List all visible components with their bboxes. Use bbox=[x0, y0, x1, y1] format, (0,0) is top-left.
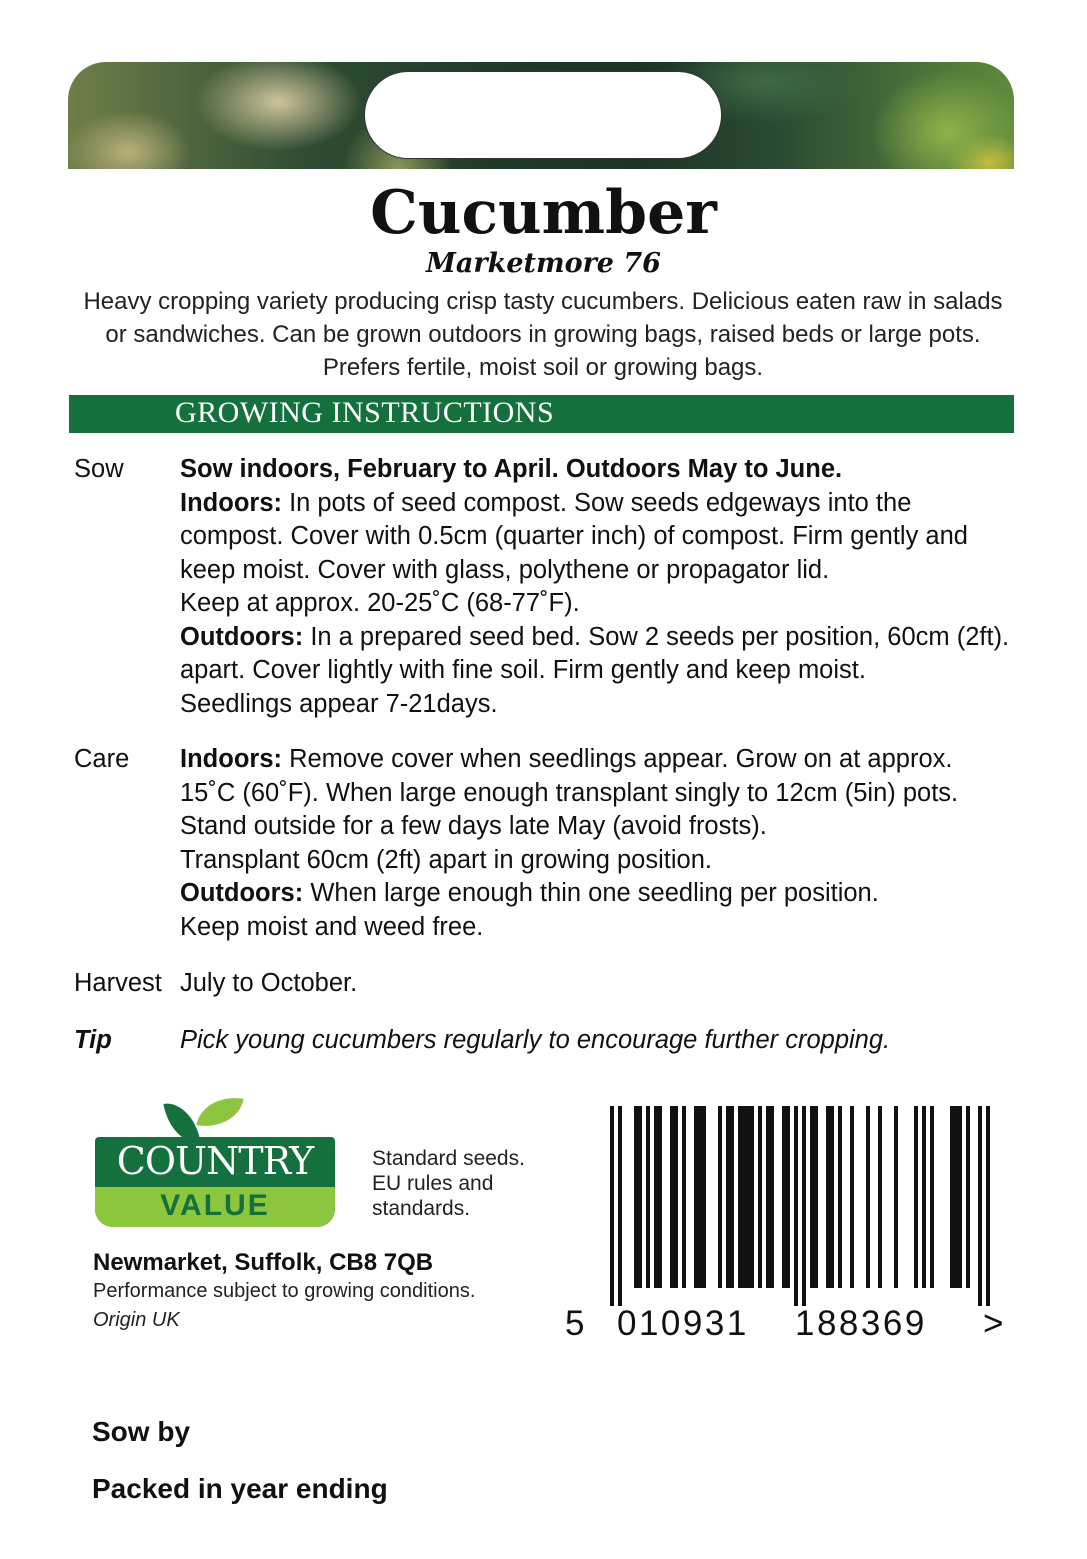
care-outdoors-text: When large enough thin one seedling per position. bbox=[303, 879, 879, 907]
barcode-bar bbox=[634, 1106, 638, 1288]
barcode-bar bbox=[682, 1106, 686, 1288]
logo-country-text: COUNTRY bbox=[116, 1139, 314, 1183]
care-indoors-line: Transplant 60cm (2ft) apart in growing position. bbox=[180, 845, 712, 874]
care-outdoors-line: Keep moist and weed free. bbox=[180, 912, 484, 941]
barcode-bar bbox=[894, 1106, 898, 1288]
standard-line: Standard seeds. bbox=[372, 1147, 525, 1170]
description-line: Heavy cropping variety producing crisp tasty cucumbers. Delicious eaten raw in salads bbox=[83, 288, 1003, 315]
barcode-bar bbox=[646, 1106, 650, 1288]
sow-indoors-line: keep moist. Cover with glass, polythene or propagator lid. bbox=[180, 555, 830, 584]
product-title: Cucumber bbox=[370, 178, 717, 248]
harvest-text: July to October. bbox=[180, 969, 358, 997]
care-indoors-line: Stand outside for a few days late May (avoid frosts). bbox=[180, 812, 767, 840]
logo-value-band bbox=[95, 1187, 335, 1227]
performance-note: Performance subject to growing conditions. bbox=[93, 1280, 476, 1302]
barcode-bar bbox=[966, 1106, 970, 1288]
standard-line: EU rules and bbox=[372, 1172, 494, 1195]
care-indoors-line: 15˚C (60˚F). When large enough transplant singly to 12cm (5in) pots. bbox=[180, 778, 959, 807]
barcode-bar bbox=[694, 1106, 698, 1288]
sow-label: Sow bbox=[74, 455, 124, 483]
care-label: Care bbox=[74, 745, 130, 773]
care-body bbox=[180, 743, 1020, 944]
barcode-bar bbox=[802, 1106, 806, 1306]
barcode-bar bbox=[702, 1106, 706, 1288]
sow-indoors-label: Indoors: bbox=[180, 488, 282, 517]
sow-summary: Sow indoors, February to April. Outdoors May to June. bbox=[180, 455, 843, 483]
barcode-bar bbox=[830, 1106, 834, 1288]
barcode-bar bbox=[750, 1106, 754, 1288]
barcode-bar bbox=[794, 1106, 798, 1306]
sow-indoors-line: Keep at approx. 20-25˚C (68-77˚F). bbox=[180, 589, 580, 617]
product-variety: Marketmore 76 bbox=[426, 248, 661, 279]
care-indoors-text: Remove cover when seedlings appear. Grow on at approx. bbox=[282, 745, 953, 773]
barcode-end-mark: > bbox=[983, 1304, 1006, 1343]
care-indoors-label: Indoors: bbox=[180, 745, 282, 773]
barcode-bar bbox=[654, 1106, 658, 1288]
barcode-bars bbox=[565, 1106, 1010, 1306]
care-indoors-line bbox=[180, 743, 1020, 777]
barcode-bar bbox=[770, 1106, 774, 1288]
description-line: Prefers fertile, moist soil or growing bags. bbox=[322, 354, 764, 381]
barcode-bar bbox=[786, 1106, 790, 1288]
sow-indoors-text: In pots of seed compost. Sow seeds edgeways into the bbox=[282, 488, 912, 517]
barcode bbox=[565, 1106, 1010, 1346]
barcode-left-group: 010931 bbox=[617, 1304, 749, 1343]
product-description bbox=[70, 285, 1016, 384]
barcode-bar bbox=[670, 1106, 674, 1288]
barcode-bar bbox=[758, 1106, 762, 1288]
barcode-bar bbox=[850, 1106, 854, 1288]
hang-hole bbox=[364, 71, 722, 159]
section-heading: GROWING INSTRUCTIONS bbox=[175, 396, 555, 429]
barcode-bar bbox=[878, 1106, 882, 1288]
barcode-bar bbox=[810, 1106, 814, 1288]
barcode-bar bbox=[782, 1106, 786, 1288]
sow-indoors-line bbox=[180, 487, 1020, 521]
country-value-logo bbox=[95, 1095, 335, 1227]
care-outdoors-label: Outdoors: bbox=[180, 879, 304, 907]
barcode-bar bbox=[866, 1106, 870, 1288]
barcode-right-group: 188369 bbox=[795, 1304, 927, 1343]
care-outdoors-line bbox=[180, 877, 1020, 911]
sow-outdoors-line bbox=[180, 621, 1020, 655]
barcode-bar bbox=[674, 1106, 678, 1288]
barcode-bar bbox=[914, 1106, 918, 1288]
barcode-bar bbox=[978, 1106, 982, 1306]
barcode-first-digit: 5 bbox=[565, 1304, 587, 1343]
description-line: or sandwiches. Can be grown outdoors in growing bags, raised beds or large pots. bbox=[105, 321, 981, 348]
barcode-bar bbox=[950, 1106, 954, 1288]
barcode-bar bbox=[610, 1106, 614, 1306]
standard-line: standards. bbox=[372, 1197, 471, 1220]
barcode-bar bbox=[826, 1106, 830, 1288]
barcode-bar bbox=[922, 1106, 926, 1288]
barcode-bar bbox=[814, 1106, 818, 1288]
barcode-bar bbox=[766, 1106, 770, 1288]
tip-text: Pick young cucumbers regularly to encourage further cropping. bbox=[180, 1026, 891, 1054]
sow-by-label: Sow by bbox=[92, 1416, 191, 1447]
sow-outdoors-line: Seedlings appear 7-21days. bbox=[180, 689, 498, 718]
barcode-bar bbox=[618, 1106, 622, 1306]
standard-seeds-note bbox=[372, 1146, 525, 1221]
sow-outdoors-text: In a prepared seed bed. Sow 2 seeds per position, 60cm (2ft). bbox=[303, 622, 1010, 651]
sow-indoors-line: compost. Cover with 0.5cm (quarter inch) of compost. Firm gently and bbox=[180, 522, 968, 550]
barcode-bar bbox=[958, 1106, 962, 1288]
barcode-bar bbox=[638, 1106, 642, 1288]
tip-label: Tip bbox=[74, 1026, 112, 1054]
barcode-bar bbox=[718, 1106, 722, 1288]
barcode-bar bbox=[986, 1106, 990, 1306]
logo-box bbox=[95, 1137, 335, 1227]
barcode-bar bbox=[838, 1106, 842, 1288]
sow-body bbox=[180, 453, 1020, 721]
barcode-bar bbox=[726, 1106, 730, 1288]
harvest-label: Harvest bbox=[74, 969, 162, 997]
company-address: Newmarket, Suffolk, CB8 7QB bbox=[93, 1249, 434, 1276]
packed-year-label: Packed in year ending bbox=[92, 1473, 388, 1504]
logo-value-text: VALUE bbox=[160, 1189, 270, 1222]
barcode-bar bbox=[698, 1106, 702, 1288]
barcode-bar bbox=[738, 1106, 742, 1288]
sow-outdoors-label: Outdoors: bbox=[180, 622, 304, 651]
barcode-bar bbox=[730, 1106, 734, 1288]
barcode-bar bbox=[658, 1106, 662, 1288]
sow-outdoors-line: apart. Cover lightly with fine soil. Firm gently and keep moist. bbox=[180, 656, 866, 684]
origin-note: Origin UK bbox=[93, 1309, 180, 1331]
barcode-bar bbox=[930, 1106, 934, 1288]
barcode-bar bbox=[746, 1106, 750, 1288]
barcode-bar bbox=[954, 1106, 958, 1288]
growing-instructions-bar bbox=[69, 395, 1014, 433]
leaf-icon bbox=[196, 1092, 243, 1133]
barcode-bar bbox=[742, 1106, 746, 1288]
